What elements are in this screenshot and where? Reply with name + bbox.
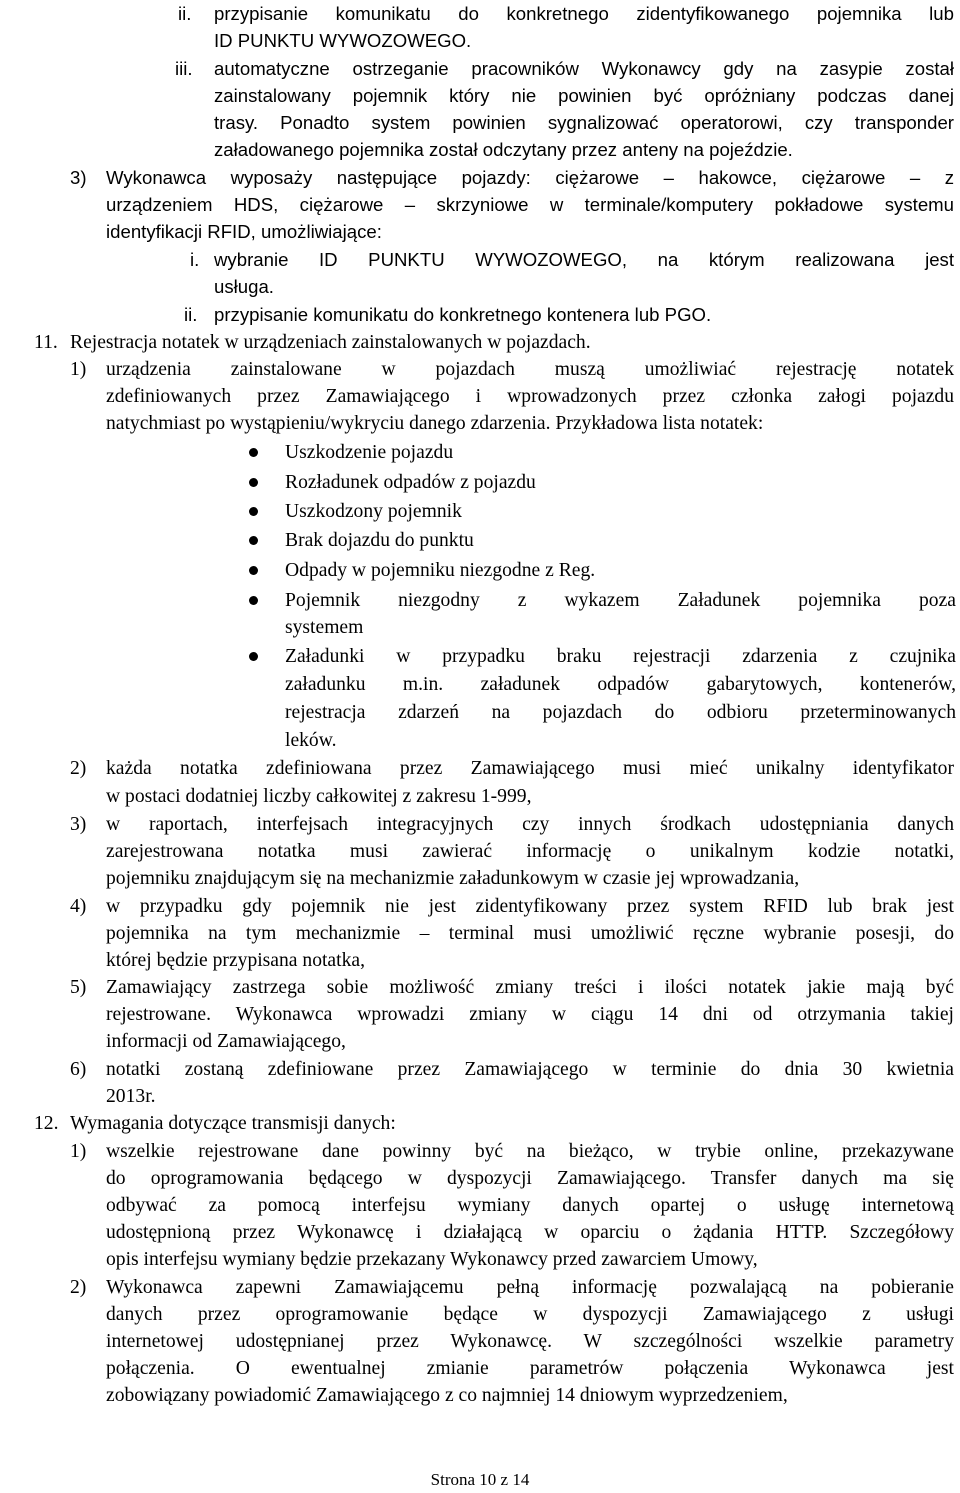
bullet-icon: [249, 566, 258, 575]
text-line: pojemnika na tym mechanizmie – terminal musi umożliwić ręczne wybranie posesji, do: [106, 923, 954, 944]
text-line: zainstalowany pojemnik który nie powinien być opróżniany podczas danej: [214, 85, 954, 106]
text-line: załadowanego pojemnika został odczytany przez anteny na pojeździe.: [214, 139, 793, 160]
bullet-text: Pojemnik niezgodny z wykazem Załadunek pojemnika poza: [285, 590, 956, 611]
text-line: informacji od Zamawiającego,: [106, 1031, 346, 1052]
text-line: przypisanie komunikatu do konkretnego zidentyfikowanego pojemnika lub: [214, 3, 954, 24]
list-marker: i.: [190, 249, 200, 270]
list-marker: 3): [70, 167, 87, 188]
bullet-text: Załadunki w przypadku braku rejestracji zdarzenia z czujnika: [285, 646, 956, 667]
section-title: Rejestracja notatek w urządzeniach zainstalowanych w pojazdach.: [70, 332, 591, 353]
text-line: ID PUNKTU WYWOZOWEGO.: [214, 30, 472, 51]
bullet-text: Brak dojazdu do punktu: [285, 530, 474, 551]
text-line: natychmiast po wystąpieniu/wykryciu danego zdarzenia. Przykładowa lista notatek:: [106, 413, 764, 434]
bullet-icon: [249, 536, 258, 545]
text-line: odbywać za pomocą interfejsu wymiany danych opartej o usługę internetową: [106, 1195, 954, 1216]
text-line: zdefiniowanych przez Zamawiającego i wprowadzonych przez członka załogi pojazdu: [106, 386, 954, 407]
list-marker: 2): [70, 1277, 87, 1298]
bullet-icon: [249, 507, 258, 516]
text-line: pojemniku znajdującym się na mechanizmie załadunkowym w czasie jej wprowadzania,: [106, 868, 800, 889]
text-line: internetowej udostępnianej przez Wykonawcę. W szczególności wszelkie parametry: [106, 1331, 954, 1352]
text-line: Wykonawca zapewni Zamawiającemu pełną informację pozwalającą na pobieranie: [106, 1277, 954, 1298]
text-line: notatki zostaną zdefiniowane przez Zamawiającego w terminie do dnia 30 kwietnia: [106, 1059, 954, 1080]
list-marker: 3): [70, 814, 87, 835]
bullet-icon: [249, 596, 258, 605]
text-line: rejestrowane. Wykonawca wprowadzi zmiany w ciągu 14 dni od otrzymania takiej: [106, 1004, 954, 1025]
list-marker: ii.: [178, 3, 192, 24]
text-line: zarejestrowana notatka musi zawierać informację o unikalnym kodzie notatki,: [106, 841, 954, 862]
text-line: urządzenia zainstalowane w pojazdach muszą umożliwiać rejestrację notatek: [106, 359, 954, 380]
bullet-icon: [249, 478, 258, 487]
bullet-text: Rozładunek odpadów z pojazdu: [285, 472, 536, 493]
section-number: 11.: [34, 332, 58, 353]
bullet-text: rejestracja zdarzeń na pojazdach do odbioru przeterminowanych: [285, 702, 956, 723]
text-line: urządzeniem HDS, ciężarowe – skrzyniowe w terminale/komputery pokładowe systemu: [106, 194, 954, 215]
list-marker: 1): [70, 359, 87, 380]
bullet-text: Odpady w pojemniku niezgodne z Reg.: [285, 560, 596, 581]
bullet-text: Uszkodzenie pojazdu: [285, 442, 454, 463]
bullet-icon: [249, 448, 258, 457]
bullet-text: Uszkodzony pojemnik: [285, 501, 462, 522]
bullet-text: systemem: [285, 617, 364, 638]
section-title: Wymagania dotyczące transmisji danych:: [70, 1113, 396, 1134]
text-line: wszelkie rejestrowane dane powinny być na bieżąco, w trybie online, przekazywane: [106, 1141, 954, 1162]
text-line: każda notatka zdefiniowana przez Zamawiającego musi mieć unikalny identyfikator: [106, 758, 954, 779]
section-number: 12.: [34, 1113, 59, 1134]
text-line: Wykonawca wyposaży następujące pojazdy: ciężarowe – hakowce, ciężarowe – z: [106, 167, 954, 188]
list-marker: iii.: [175, 58, 193, 79]
list-marker: 6): [70, 1059, 87, 1080]
text-line: przypisanie komunikatu do konkretnego kontenera lub PGO.: [214, 304, 712, 325]
text-line: zobowiązany powiadomić Zamawiającego z co najmniej 14 dniowym wyprzedzeniem,: [106, 1385, 788, 1406]
text-line: automatyczne ostrzeganie pracowników Wykonawcy gdy na zasypie został: [214, 58, 954, 79]
text-line: połączenia. O ewentualnej zmianie parametrów połączenia Wykonawca jest: [106, 1358, 954, 1379]
text-line: trasy. Ponadto system powinien sygnalizować operatorowi, czy transponder: [214, 112, 954, 133]
bullet-text: załadunku m.in. załadunek odpadów gabarytowych, kontenerów,: [285, 674, 956, 695]
list-marker: ii.: [184, 304, 198, 325]
text-line: w przypadku gdy pojemnik nie jest zidentyfikowany przez system RFID lub brak jest: [106, 896, 954, 917]
bullet-text: leków.: [285, 730, 337, 751]
bullet-icon: [249, 652, 258, 661]
text-line: identyfikacji RFID, umożliwiające:: [106, 221, 382, 242]
page-number: Strona 10 z 14: [430, 1470, 530, 1489]
list-marker: 5): [70, 977, 87, 998]
text-line: do oprogramowania będącego w dyspozycji Zamawiającego. Transfer danych ma się: [106, 1168, 954, 1189]
text-line: danych przez oprogramowanie będące w dyspozycji Zamawiającego z usługi: [106, 1304, 954, 1325]
text-line: opis interfejsu wymiany będzie przekazany Wykonawcy przed zawarciem Umowy,: [106, 1249, 758, 1270]
text-line: udostępnioną przez Wykonawcę i działającą w oparciu o żądania HTTP. Szczegółowy: [106, 1222, 954, 1243]
text-line: w postaci dodatniej liczby całkowitej z zakresu 1-999,: [106, 786, 532, 807]
text-line: usługa.: [214, 276, 274, 297]
text-line: w raportach, interfejsach integracyjnych czy innych środkach udostępniania danych: [106, 814, 954, 835]
text-line: której będzie przypisana notatka,: [106, 950, 365, 971]
list-marker: 1): [70, 1141, 87, 1162]
text-line: Zamawiający zastrzega sobie możliwość zmiany treści i ilości notatek jakie mają być: [106, 977, 954, 998]
list-marker: 4): [70, 896, 87, 917]
text-line: wybranie ID PUNKTU WYWOZOWEGO, na którym realizowana jest: [214, 249, 954, 270]
text-line: 2013r.: [106, 1086, 156, 1107]
list-marker: 2): [70, 758, 87, 779]
